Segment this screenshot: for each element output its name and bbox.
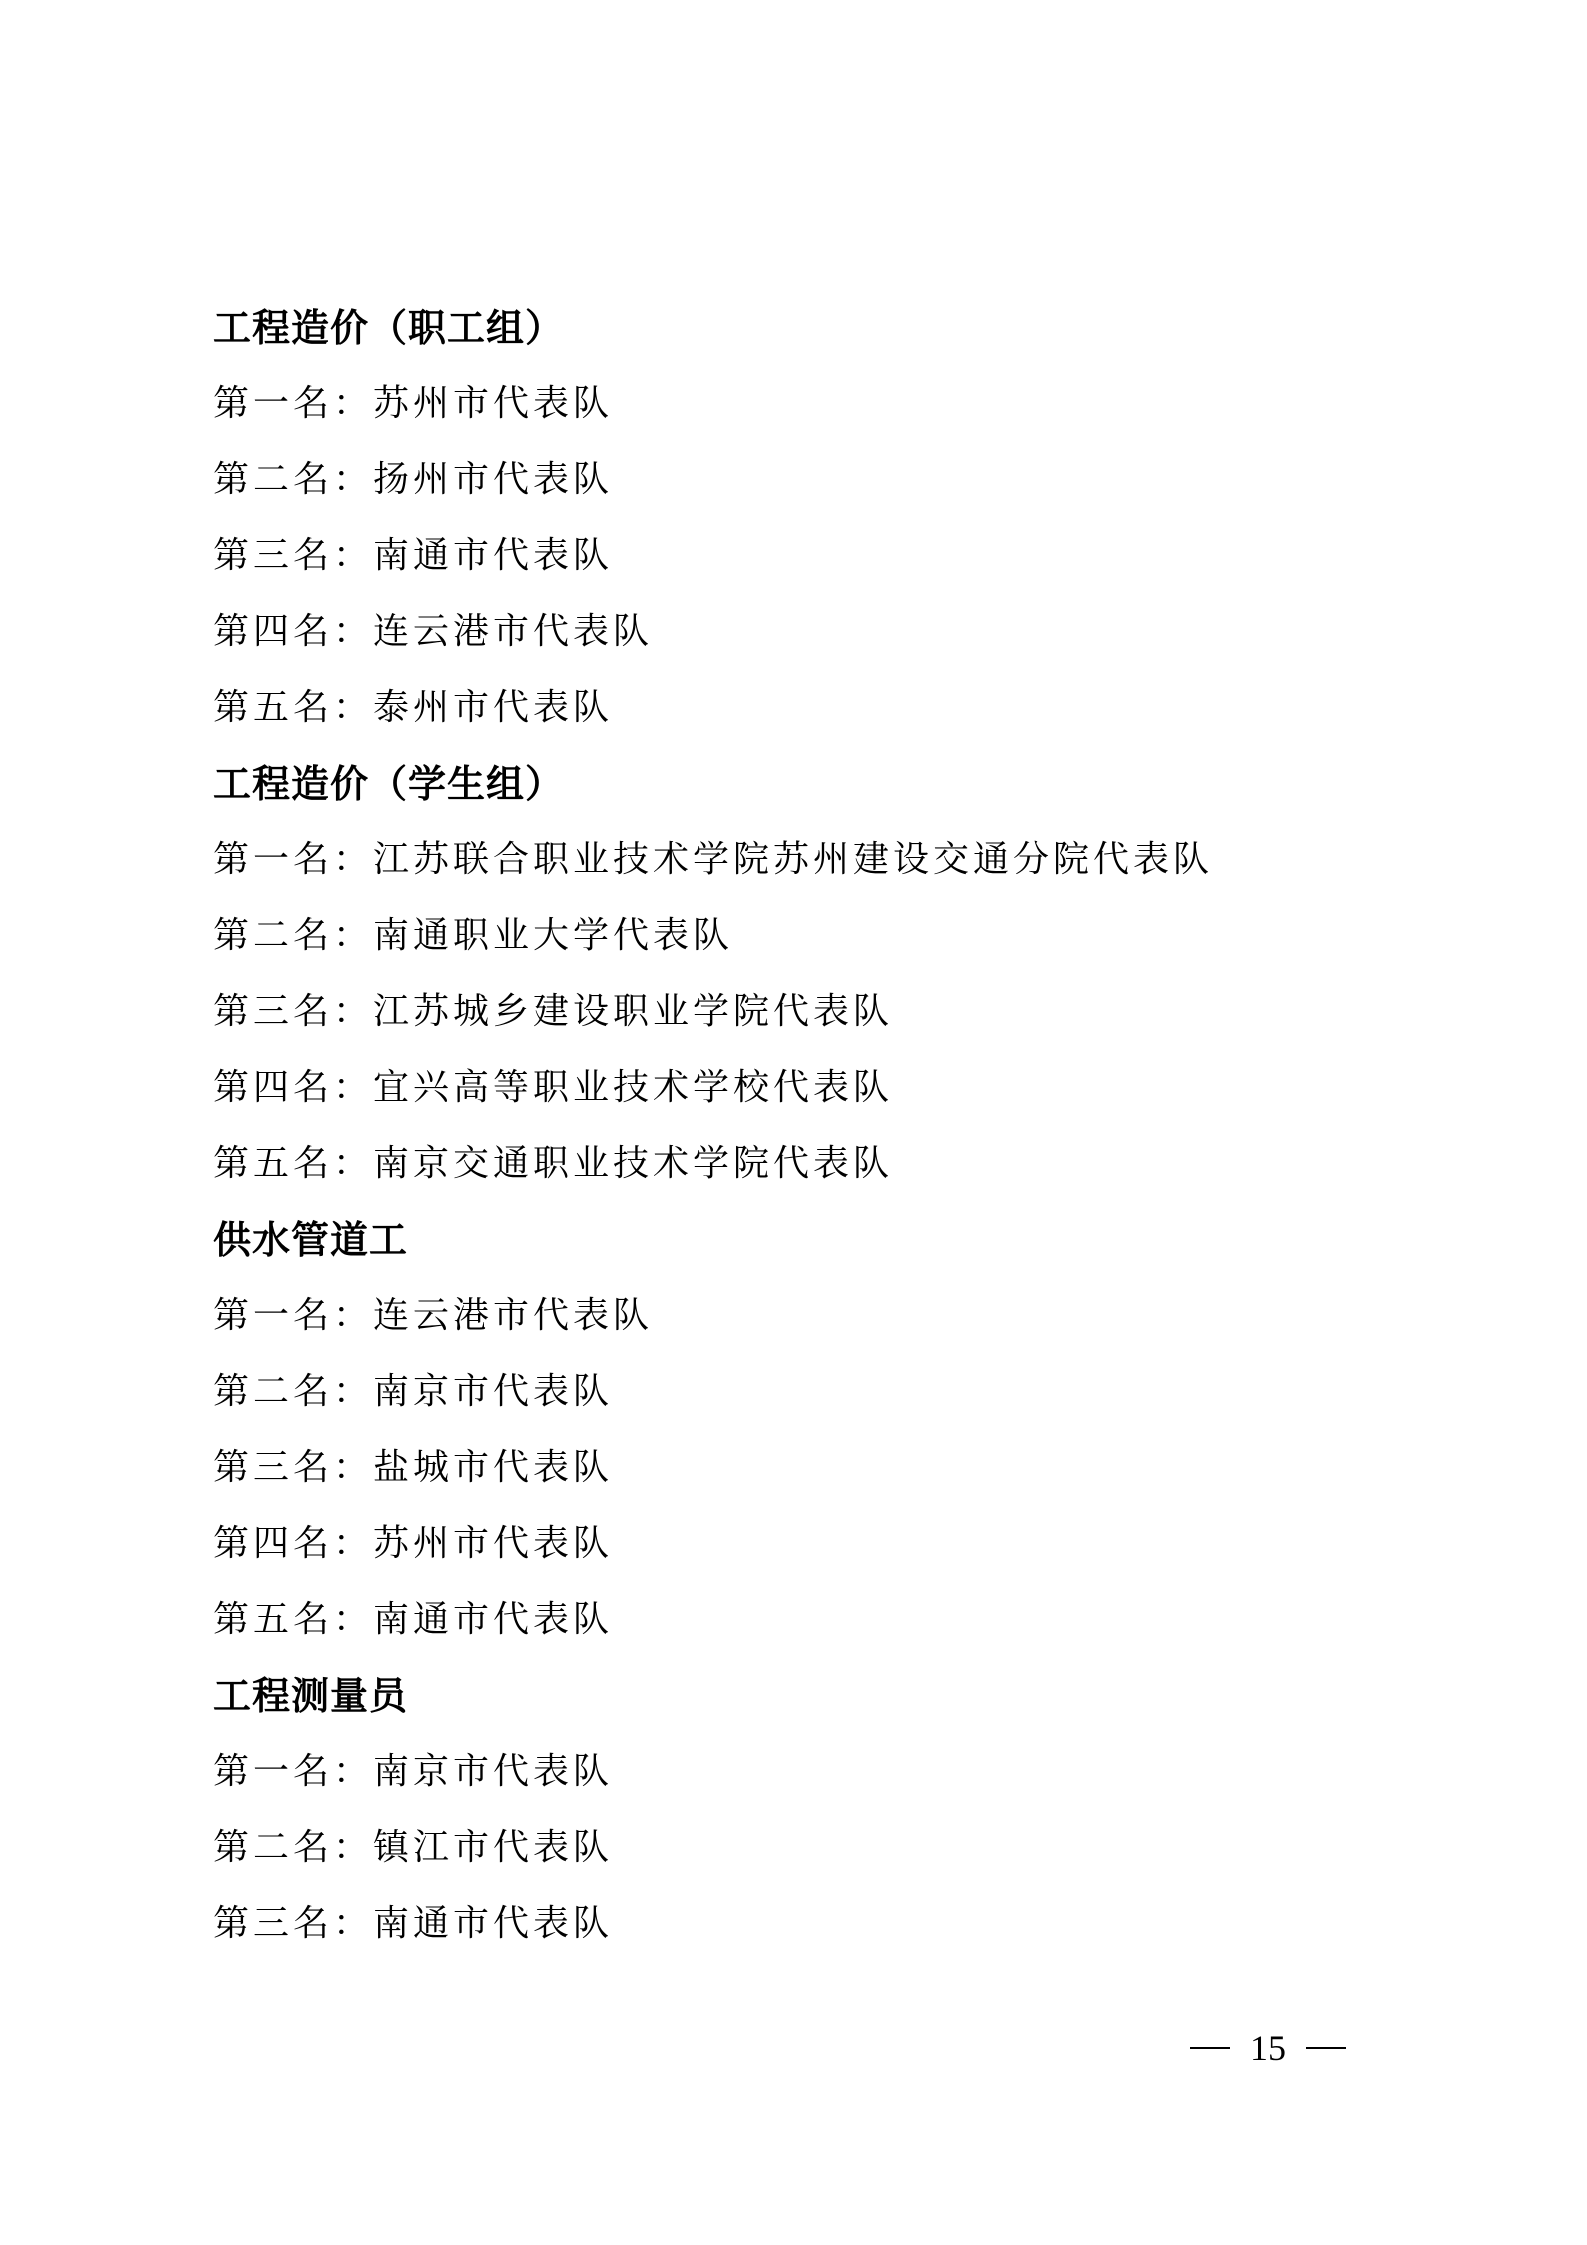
ranking-entry: 第一名：连云港市代表队 xyxy=(213,1295,654,1336)
ranking-entry: 第五名：泰州市代表队 xyxy=(213,687,614,728)
ranking-entry: 第三名：南通市代表队 xyxy=(213,1903,614,1944)
page-number xyxy=(1190,2026,1346,2070)
section-engineering-surveyor xyxy=(213,1658,1413,1962)
section-heading: 工程测量员 xyxy=(213,1674,409,1718)
ranking-entry: 第四名：连云港市代表队 xyxy=(213,611,654,652)
ranking-entry: 第二名：扬州市代表队 xyxy=(213,459,614,500)
ranking-entry: 第四名：宜兴高等职业技术学校代表队 xyxy=(213,1067,894,1108)
section-cost-engineering-staff xyxy=(213,290,1413,746)
section-heading: 供水管道工 xyxy=(213,1218,409,1262)
ranking-entry: 第一名：苏州市代表队 xyxy=(213,383,614,424)
page-number-dash-right xyxy=(1306,2047,1346,2049)
ranking-entry: 第二名：南通职业大学代表队 xyxy=(213,915,734,956)
ranking-entry: 第五名：南通市代表队 xyxy=(213,1599,614,1640)
section-heading: 工程造价（职工组） xyxy=(213,306,565,350)
ranking-entry: 第四名：苏州市代表队 xyxy=(213,1523,614,1564)
ranking-entry: 第二名：南京市代表队 xyxy=(213,1371,614,1412)
ranking-entry: 第一名：南京市代表队 xyxy=(213,1751,614,1792)
page-number-value: 15 xyxy=(1250,2028,1286,2068)
ranking-entry: 第二名：镇江市代表队 xyxy=(213,1827,614,1868)
page-number-dash-left xyxy=(1190,2047,1230,2049)
ranking-entry: 第一名：江苏联合职业技术学院苏州建设交通分院代表队 xyxy=(213,839,1214,880)
ranking-entry: 第三名：盐城市代表队 xyxy=(213,1447,614,1488)
section-water-pipe-worker xyxy=(213,1202,1413,1658)
ranking-entry: 第三名：南通市代表队 xyxy=(213,535,614,576)
document-body xyxy=(213,290,1413,1962)
section-cost-engineering-student xyxy=(213,746,1413,1202)
ranking-entry: 第五名：南京交通职业技术学院代表队 xyxy=(213,1143,894,1184)
ranking-entry: 第三名：江苏城乡建设职业学院代表队 xyxy=(213,991,894,1032)
section-heading: 工程造价（学生组） xyxy=(213,762,565,806)
